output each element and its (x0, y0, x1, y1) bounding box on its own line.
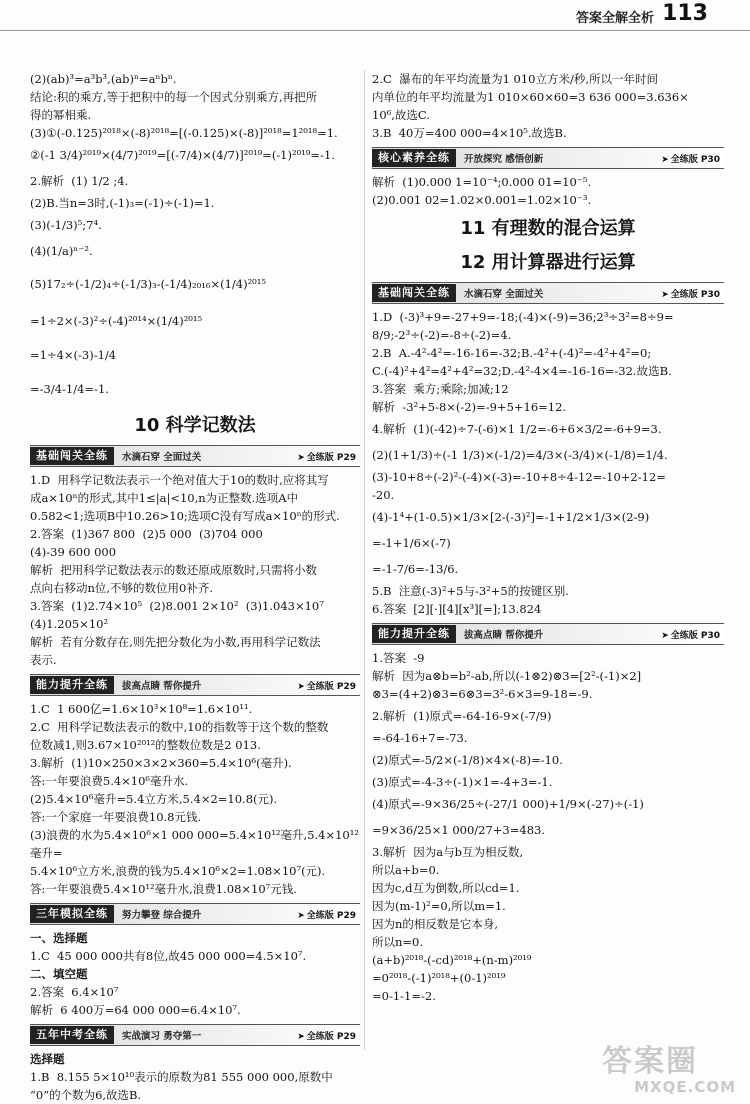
text-line: 解析 -3²+5-8×(-2)=-9+5+16=12. (372, 400, 567, 414)
text-line: =-64-16+7=-73. (372, 731, 468, 745)
text-line: 2.答案 (1)367 800 (2)5 000 (3)704 000 (30, 527, 263, 541)
section-title-11: 11 有理数的混合运算 (460, 218, 636, 239)
text-line: 1.答案 -9 (372, 651, 425, 665)
text-line: 解析 若有分数存在,则先把分数化为小数,再用科学记数法 (30, 635, 321, 649)
text-line: =-1+1/6×(-7) (372, 536, 451, 550)
banner-ref (661, 287, 724, 300)
banner-slogan: 拔高点睛 帮你提升 (464, 630, 544, 641)
text-line: “0”的个数为6,故选B. (30, 1088, 142, 1102)
text-line: (4)(1/a)ⁿ⁻². (30, 244, 93, 258)
text-line: =9×36/25×1 000/27+3=483. (372, 823, 545, 837)
block-ability-2 (372, 649, 724, 1005)
text-line: 2.C 用科学记数法表示的数中,10的指数等于这个数的整数 (30, 720, 329, 734)
text-line: (2)0.001 02=1.02×0.001=1.02×10⁻³. (372, 193, 592, 207)
section-title-12: 12 用计算器进行运算 (460, 252, 636, 273)
intro-block (30, 70, 360, 406)
text-line: 1.C 1 600亿=1.6×10³×10⁸=1.6×10¹¹. (30, 702, 253, 716)
text-line: 因为(m-1)²=0,所以m=1. (372, 899, 506, 913)
text-line: 3.答案 乘方;乘除;加减;12 (372, 382, 509, 396)
text-line: (3)浪费的水为5.4×10⁶×1 000 000=5.4×10¹²毫升,5.4×10¹²毫升= (30, 828, 359, 860)
text-line: 解析 因为a⊗b=b²-ab,所以(-1⊗2)⊗3=[2²-(-1)×2] (372, 669, 642, 683)
text-line: (3)①(-0.125)²⁰¹⁸×(-8)²⁰¹⁸=[(-0.125)×(-8)]²⁰¹⁸=1²⁰¹⁸=1. (30, 126, 338, 140)
text-line: 1.D (-3)³+9=-27+9=-18;(-4)×(-9)=36;2³÷3²=8÷9= (372, 310, 674, 324)
text-line: =1÷4×(-3)-1/4 (30, 348, 117, 362)
subheading: 一、选择题 (30, 931, 88, 945)
text-line: 表示. (30, 653, 57, 667)
banner-slogan: 开放探究 感悟创新 (464, 154, 544, 165)
text-line: 内单位的年平均流量为1 010×60×60=3 636 000=3.636× (372, 90, 689, 104)
text-line: 1.D 用科学记数法表示一个绝对值大于10的数时,应将其写 (30, 473, 329, 487)
watermark-logo: 答案圈 (602, 1044, 698, 1079)
text-line: 4.解析 (1)(-42)÷7-(-6)×1 1/2=-6+6×3/2=-6+9=3. (372, 422, 662, 436)
block-basic-2 (372, 308, 724, 618)
text-line: (3)(-1/3)⁵;7⁴. (30, 218, 102, 232)
banner-slogan: 水滴石穿 全面过关 (122, 452, 202, 463)
banner-ref (297, 908, 360, 921)
banner-slogan: 拔高点睛 帮你提升 (122, 681, 202, 692)
text-line: (a+b)²⁰¹⁸-(-cd)²⁰¹⁸+(n-m)²⁰¹⁹ (372, 953, 532, 967)
text-line: (2)(ab)³=a³b³,(ab)ⁿ=aⁿbⁿ. (30, 72, 177, 86)
arrow-icon: ➤ (661, 289, 669, 300)
block-continued (372, 70, 724, 142)
banner-basic-2 (372, 282, 724, 304)
banner-slogan: 努力攀登 综合提升 (122, 910, 202, 921)
subheading: 选择题 (30, 1052, 65, 1066)
text-line: (3)原式=-4-3÷(-1)×1=-4+3=-1. (372, 775, 553, 789)
text-line: 解析 把用科学记数法表示的数还原成原数时,只需将小数 (30, 563, 317, 577)
banner-core (372, 147, 724, 169)
block-ability (30, 700, 360, 898)
text-line: (2)B.当n=3时,(-1)₃=(-1)÷(-1)=1. (30, 196, 215, 210)
block-core (372, 173, 724, 209)
page-number: 113 (662, 1, 708, 26)
text-line: 2.答案 6.4×10⁷ (30, 985, 119, 999)
block-three-year (30, 929, 360, 1019)
banner-label: 能力提升全练 (372, 625, 456, 643)
header-title: 答案全解全析 (575, 11, 654, 26)
banner-ref-text: 全练版 P29 (306, 910, 356, 921)
text-line: 3.解析 因为a与b互为相反数, (372, 845, 524, 859)
arrow-icon: ➤ (297, 910, 305, 921)
banner-label: 三年模拟全练 (30, 905, 114, 923)
text-line: 位数减1,则3.67×10²⁰¹²的整数位数是2 013. (30, 738, 261, 752)
text-line: -20. (372, 488, 395, 502)
banner-ability (30, 674, 360, 696)
text-line: 因为n的相反数是它本身, (372, 917, 499, 931)
text-line: =0-1-1=-2. (372, 989, 436, 1003)
banner-ref (661, 628, 724, 641)
text-line: 10⁶,故选C. (372, 108, 430, 122)
text-line: =-1-7/6=-13/6. (372, 562, 459, 576)
text-line: 8/9;-2³÷(-2)=-8÷(-2)=4. (372, 328, 512, 342)
banner-ref-text: 全练版 P30 (670, 630, 720, 641)
text-line: 所以n=0. (372, 935, 424, 949)
arrow-icon: ➤ (661, 630, 669, 641)
banner-label: 五年中考全练 (30, 1026, 114, 1044)
header-rule (0, 30, 750, 31)
banner-ref-text: 全练版 P30 (670, 289, 720, 300)
banner-ref (661, 152, 724, 165)
text-line: 解析 6 400万=64 000 000=6.4×10⁷. (30, 1003, 241, 1017)
text-line: =1÷2×(-3)²÷(-4)²⁰¹⁴×(1/4)²⁰¹⁵ (30, 314, 203, 328)
text-line: 所以a+b=0. (372, 863, 440, 877)
arrow-icon: ➤ (661, 154, 669, 165)
left-column (30, 70, 360, 1104)
arrow-icon: ➤ (297, 1031, 305, 1042)
text-line: 2.解析 (1)原式=-64-16-9×(-7/9) (372, 709, 552, 723)
text-line: 5.4×10⁶立方米,浪费的钱为5.4×10⁶×2=1.08×10⁷(元). (30, 864, 326, 878)
text-line: ②(-1 3/4)²⁰¹⁹×(4/7)²⁰¹⁹=[(-7/4)×(4/7)]²⁰¹⁹=(-1)²⁰¹⁹=-1. (30, 148, 335, 162)
banner-slogan: 实战演习 勇夺第一 (122, 1031, 202, 1042)
text-line: 答:一年要浪费5.4×10¹²毫升水,浪费1.08×10⁷元钱. (30, 882, 297, 896)
column-divider (364, 70, 365, 1050)
watermark (602, 1046, 742, 1098)
arrow-icon: ➤ (297, 681, 305, 692)
text-line: (2)原式=-5/2×(-1/8)×4×(-8)=-10. (372, 753, 563, 767)
banner-three-year (30, 903, 360, 925)
text-line: (2)5.4×10⁶毫升=5.4立方米,5.4×2=10.8(元). (30, 792, 278, 806)
text-line: 解析 (1)0.000 1=10⁻⁴;0.000 01=10⁻⁵. (372, 175, 592, 189)
banner-five-year (30, 1024, 360, 1046)
banner-ref-text: 全练版 P29 (306, 681, 356, 692)
text-line: 1.B 8.155 5×10¹⁰表示的原数为81 555 000 000,原数中 (30, 1070, 333, 1084)
text-line: (4)-1⁴+(1-0.5)×1/3×[2-(-3)²]=-1+1/2×1/3×(2-9) (372, 510, 650, 524)
text-line: 3.B 40万=400 000=4×10⁵.故选B. (372, 126, 567, 140)
watermark-url: MXQE.COM (634, 1078, 736, 1096)
banner-label: 核心素养全练 (372, 149, 456, 167)
text-line: 2.C 瀑布的年平均流量为1 010立方米/秒,所以一年时间 (372, 72, 659, 86)
banner-ref (297, 450, 360, 463)
text-line: C.(-4)²+4²=4²+4²=32;D.-4²-4×4=-16-16=-32.故选B. (372, 364, 672, 378)
text-line: ⊗3=(4+2)⊗3=6⊗3=3²-6×3=9-18=-9. (372, 687, 593, 701)
banner-ref-text: 全练版 P29 (306, 1031, 356, 1042)
banner-ability-2 (372, 623, 724, 645)
right-column (372, 70, 724, 1005)
banner-ref-text: 全练版 P30 (670, 154, 720, 165)
block-basic (30, 471, 360, 669)
block-five-year (30, 1050, 360, 1104)
text-line: =0²⁰¹⁸-(-1)²⁰¹⁸+(0-1)²⁰¹⁹ (372, 971, 506, 985)
text-line: 答:一个家庭一年要浪费10.8元钱. (30, 810, 202, 824)
text-line: (4)1.205×10² (30, 617, 109, 631)
text-line: 1.C 45 000 000共有8位,故45 000 000=4.5×10⁷. (30, 949, 307, 963)
text-line: (5)17₂÷(-1/2)₄÷(-1/3)₃-(-1/4)₂₀₁₆×(1/4)²⁰¹⁵ (30, 277, 267, 291)
text-line: 5.B 注意(-3)²+5与-3²+5的按键区别. (372, 584, 569, 598)
text-line: 3.解析 (1)10×250×3×2×360=5.4×10⁶(毫升). (30, 756, 292, 770)
banner-slogan: 水滴石穿 全面过关 (464, 289, 544, 300)
subheading: 二、填空题 (30, 967, 88, 981)
section-title-10: 10 科学记数法 (134, 415, 256, 436)
text-line: 得的幂相乘. (30, 108, 92, 122)
text-line: (3)-10+8÷(-2)²-(-4)×(-3)=-10+8÷4-12=-10+2-12= (372, 470, 666, 484)
banner-ref-text: 全练版 P29 (306, 452, 356, 463)
text-line: 因为c,d互为倒数,所以cd=1. (372, 881, 520, 895)
text-line: 答:一年要浪费5.4×10⁶毫升水. (30, 774, 189, 788)
text-line: 成a×10ⁿ的形式,其中1≤|a|<10,n为正整数.选项A中 (30, 491, 299, 505)
text-line: 结论:积的乘方,等于把积中的每一个因式分别乘方,再把所 (30, 90, 318, 104)
banner-label: 能力提升全练 (30, 676, 114, 694)
text-line: 2.B A.-4²-4²=-16-16=-32;B.-4²+(-4)²=-4²+4²=0; (372, 346, 652, 360)
text-line: 0.582<1;选项B中10.26>10;选项C没有写成a×10ⁿ的形式. (30, 509, 340, 523)
text-line: =-3/4-1/4=-1. (30, 382, 109, 396)
text-line: 6.答案 [2][·][4][x³][=];13.824 (372, 602, 542, 616)
text-line: 2.解析 (1) 1/2 ;4. (30, 174, 129, 188)
banner-ref (297, 679, 360, 692)
text-line: (2)(1+1/3)÷(-1 1/3)×(-1/2)=4/3×(-3/4)×(-1/8)=1/4. (372, 448, 668, 462)
text-line: 点向右移动n位,不够的数位用0补齐. (30, 581, 214, 595)
banner-label: 基础闯关全练 (372, 284, 456, 302)
text-line: (4)-39 600 000 (30, 545, 117, 559)
arrow-icon: ➤ (297, 452, 305, 463)
text-line: 3.答案 (1)2.74×10⁵ (2)8.001 2×10² (3)1.043×10⁷ (30, 599, 324, 613)
banner-label: 基础闯关全练 (30, 447, 114, 465)
banner-basic (30, 445, 360, 467)
banner-ref (297, 1029, 360, 1042)
text-line: (4)原式=-9×36/25÷(-27/1 000)+1/9×(-27)÷(-1) (372, 797, 644, 811)
